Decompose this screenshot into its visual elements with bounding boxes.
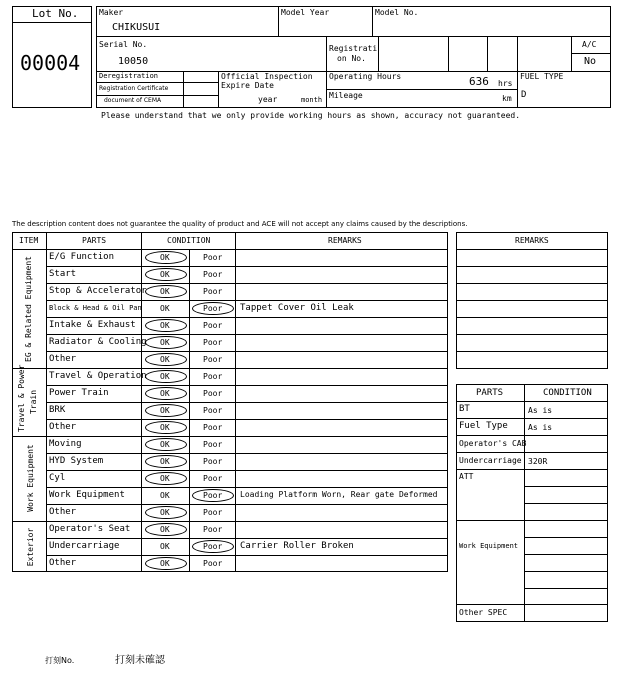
spec-value-fuel: As is bbox=[528, 423, 553, 432]
ok-option: OK bbox=[160, 270, 170, 279]
part-label: Other bbox=[49, 507, 77, 517]
ok-selected-oval bbox=[145, 438, 187, 451]
ok-selected-oval bbox=[145, 404, 187, 417]
part-label: Operator's Seat bbox=[49, 524, 131, 534]
fuel-type-value: D bbox=[521, 90, 527, 100]
ok-option: OK bbox=[160, 440, 170, 449]
registration-label-2: on No. bbox=[337, 54, 366, 63]
ok-selected-oval bbox=[145, 268, 187, 281]
ok-selected-oval bbox=[145, 523, 187, 536]
poor-option: Poor bbox=[203, 338, 223, 347]
spec-part-fuel: Fuel Type bbox=[459, 421, 508, 431]
part-label: Other bbox=[49, 422, 77, 432]
poor-option: Poor bbox=[203, 406, 223, 415]
right-remarks-header: REMARKS bbox=[515, 236, 549, 245]
registration-label: Registrati bbox=[329, 44, 378, 53]
poor-option: Poor bbox=[203, 389, 223, 398]
part-label: Other bbox=[49, 354, 77, 364]
group-label-eg: EG & Related Equipment bbox=[24, 256, 33, 362]
group-label-exterior: Exterior bbox=[26, 527, 35, 567]
mileage-label: Mileage bbox=[329, 91, 363, 100]
poor-option: Poor bbox=[203, 270, 223, 279]
ok-option: OK bbox=[160, 542, 170, 551]
group-label-travel: Travel & Power bbox=[17, 364, 26, 432]
poor-option: Poor bbox=[203, 491, 223, 500]
ok-selected-oval bbox=[145, 455, 187, 468]
col-condition: CONDITION bbox=[167, 236, 211, 245]
ok-option: OK bbox=[160, 389, 170, 398]
serial-label: Serial No. bbox=[99, 40, 148, 49]
lot-label: Lot No. bbox=[32, 7, 79, 20]
inspection-label-2: Expire Date bbox=[221, 81, 274, 90]
ok-option: OK bbox=[160, 406, 170, 415]
ok-option: OK bbox=[160, 423, 170, 432]
km-label: km bbox=[502, 94, 512, 103]
group-label-travel-2: Train bbox=[29, 389, 38, 415]
poor-option: Poor bbox=[203, 321, 223, 330]
ok-selected-oval bbox=[145, 506, 187, 519]
ok-selected-oval bbox=[145, 421, 187, 434]
col-parts: PARTS bbox=[82, 236, 107, 245]
poor-selected-oval bbox=[192, 302, 234, 315]
col-item: ITEM bbox=[19, 236, 39, 245]
ok-option: OK bbox=[160, 508, 170, 517]
ok-option: OK bbox=[160, 491, 170, 500]
ok-selected-oval bbox=[145, 557, 187, 570]
maker-value: CHIKUSUI bbox=[112, 22, 161, 33]
remark-text: Loading Platform Worn, Rear gate Deformed bbox=[240, 490, 438, 499]
poor-selected-oval bbox=[192, 540, 234, 553]
col-remarks: REMARKS bbox=[328, 236, 362, 245]
part-label: Intake & Exhaust bbox=[49, 320, 136, 330]
ok-option: OK bbox=[160, 355, 170, 364]
ok-selected-oval bbox=[145, 251, 187, 264]
ok-option: OK bbox=[160, 253, 170, 262]
poor-option: Poor bbox=[203, 355, 223, 364]
ok-selected-oval bbox=[145, 387, 187, 400]
poor-option: Poor bbox=[203, 457, 223, 466]
part-label: Work Equipment bbox=[49, 490, 125, 500]
month-label: month bbox=[301, 96, 323, 104]
hours-note: Please understand that we only provide working hours as shown, accuracy not guaranteed. bbox=[101, 111, 521, 120]
group-label-work: Work Equipment bbox=[26, 444, 35, 512]
year-label: year bbox=[258, 95, 278, 104]
part-label: Radiator & Cooling bbox=[49, 337, 147, 347]
ok-option: OK bbox=[160, 372, 170, 381]
part-label: Power Train bbox=[49, 388, 109, 398]
poor-option: Poor bbox=[203, 542, 223, 551]
ok-selected-oval bbox=[145, 370, 187, 383]
spec-part-bt: BT bbox=[459, 404, 470, 414]
ok-option: OK bbox=[160, 287, 170, 296]
spec-col-parts: PARTS bbox=[476, 388, 504, 398]
operating-hours-value: 636 bbox=[469, 75, 489, 88]
ok-option: OK bbox=[160, 304, 170, 313]
spec-value-bt: As is bbox=[528, 406, 553, 415]
poor-option: Poor bbox=[203, 508, 223, 517]
stamp-label: 打刻No. bbox=[45, 656, 75, 665]
ok-selected-oval bbox=[145, 319, 187, 332]
fuel-type-label: FUEL TYPE bbox=[520, 72, 564, 81]
poor-option: Poor bbox=[203, 525, 223, 534]
inspection-label: Official Inspection bbox=[221, 72, 313, 81]
lot-number: 00004 bbox=[20, 51, 81, 75]
ok-option: OK bbox=[160, 338, 170, 347]
cema-label: document of CEMA bbox=[104, 97, 162, 104]
ok-selected-oval bbox=[145, 336, 187, 349]
poor-option: Poor bbox=[203, 474, 223, 483]
poor-option: Poor bbox=[203, 440, 223, 449]
hrs-label: hrs bbox=[498, 79, 513, 88]
remark-text: Carrier Roller Broken bbox=[240, 541, 354, 551]
ok-selected-oval bbox=[145, 472, 187, 485]
ac-value: No bbox=[584, 56, 597, 67]
spec-value-undercarriage: 320R bbox=[528, 457, 548, 466]
part-label: Undercarriage bbox=[49, 541, 120, 551]
ok-option: OK bbox=[160, 474, 170, 483]
remark-text: Tappet Cover Oil Leak bbox=[240, 303, 354, 313]
poor-option: Poor bbox=[203, 372, 223, 381]
model-no-label: Model No. bbox=[375, 8, 419, 17]
poor-option: Poor bbox=[203, 423, 223, 432]
ok-option: OK bbox=[160, 457, 170, 466]
part-label: Travel & Operation bbox=[49, 371, 147, 381]
deregistration-label: Deregistration bbox=[99, 72, 159, 80]
spec-part-att: ATT bbox=[459, 472, 474, 481]
poor-option: Poor bbox=[203, 253, 223, 262]
part-label: BRK bbox=[49, 405, 66, 415]
poor-selected-oval bbox=[192, 489, 234, 502]
serial-value: 10050 bbox=[118, 56, 149, 67]
spec-part-other: Other SPEC bbox=[459, 608, 508, 617]
part-label: Stop & Accelerator bbox=[49, 286, 147, 296]
reg-certificate-label: Registration Certificate bbox=[99, 85, 169, 92]
spec-part-work: Work Equipment bbox=[459, 542, 519, 550]
part-label: E/G Function bbox=[49, 252, 115, 262]
poor-option: Poor bbox=[203, 559, 223, 568]
disclaimer: The description content does not guarantee the quality of product and ACE will not accept any claims caused by the descriptions. bbox=[12, 220, 468, 228]
part-label: Cyl bbox=[49, 473, 66, 483]
ok-selected-oval bbox=[145, 285, 187, 298]
spec-part-undercarriage: Undercarriage bbox=[459, 456, 522, 465]
part-label: Block & Head & Oil Pan bbox=[49, 304, 142, 312]
poor-option: Poor bbox=[203, 287, 223, 296]
operating-hours-label: Operating Hours bbox=[329, 72, 402, 81]
part-label: HYD System bbox=[49, 456, 104, 466]
stamp-value: 打刻未確認 bbox=[115, 655, 165, 666]
maker-label: Maker bbox=[99, 8, 124, 17]
poor-option: Poor bbox=[203, 304, 223, 313]
spec-col-condition: CONDITION bbox=[543, 388, 592, 398]
ok-option: OK bbox=[160, 525, 170, 534]
ok-selected-oval bbox=[145, 353, 187, 366]
part-label: Start bbox=[49, 269, 77, 279]
ac-label: A/C bbox=[582, 40, 597, 49]
part-label: Other bbox=[49, 558, 77, 568]
part-label: Moving bbox=[49, 439, 82, 449]
spec-part-cab: Operator's CAB bbox=[459, 439, 527, 448]
model-year-label: Model Year bbox=[281, 8, 330, 17]
ok-option: OK bbox=[160, 321, 170, 330]
ok-option: OK bbox=[160, 559, 170, 568]
